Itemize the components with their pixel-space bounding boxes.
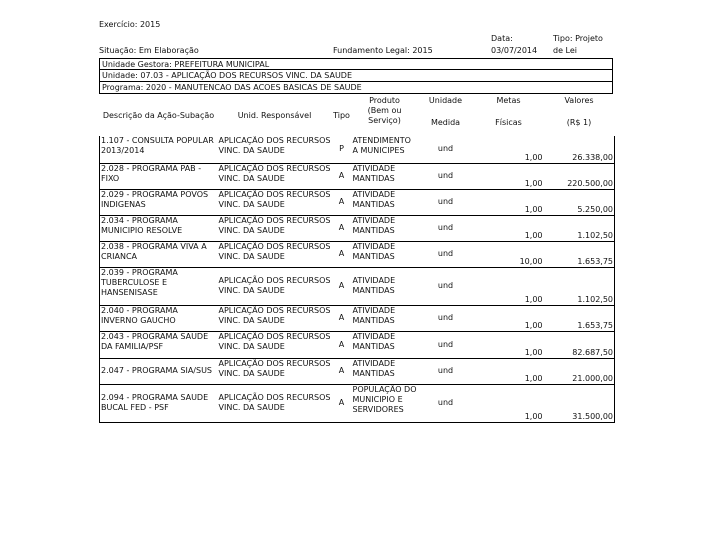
table-row bbox=[100, 241, 615, 267]
cell-metas: 1,00 bbox=[474, 267, 544, 305]
cell-metas: 1,00 bbox=[474, 305, 544, 331]
cell-unid-responsavel: APLICAÇÃO DOS RECURSOS VINC. DA SAUDE bbox=[218, 241, 332, 267]
cell-tipo: A bbox=[332, 215, 352, 241]
cell-descricao: 2.034 - PROGRAMA MUNICIPIO RESOLVE bbox=[100, 215, 218, 241]
cell-valor: 5.250,00 bbox=[544, 189, 615, 215]
cell-metas: 1,00 bbox=[474, 384, 544, 422]
cell-valor: 82.687,50 bbox=[544, 331, 615, 358]
cell-unid-responsavel: APLICAÇÃO DOS RECURSOS VINC. DA SAUDE bbox=[218, 136, 332, 163]
cell-produto: ATIVIDADE MANTIDAS bbox=[352, 305, 418, 331]
header-produto-2: (Bem ou bbox=[367, 106, 402, 115]
cell-descricao: 2.040 - PROGRAMA INVERNO GAUCHO bbox=[100, 305, 218, 331]
cell-unidade: und bbox=[418, 305, 474, 331]
header-unidade-1: Unidade bbox=[428, 96, 463, 105]
cell-descricao: 2.039 - PROGRAMA TUBERCULOSE E HANSENISASE bbox=[100, 267, 218, 305]
cell-descricao: 2.043 - PROGRAMA SAUDE DA FAMILIA/PSF bbox=[100, 331, 218, 358]
cell-unidade: und bbox=[418, 267, 474, 305]
tipo-value: de Lei bbox=[553, 46, 578, 55]
cell-unid-responsavel: APLICAÇÃO DOS RECURSOS VINC. DA SAUDE bbox=[218, 358, 332, 384]
cell-valor: 1.102,50 bbox=[544, 215, 615, 241]
cell-unid-responsavel: APLICAÇÃO DOS RECURSOS VINC. DA SAUDE bbox=[218, 189, 332, 215]
cell-produto: ATENDIMENTO A MUNICIPES bbox=[352, 136, 418, 163]
unidade-gestora: Unidade Gestora: PREFEITURA MUNICIPAL bbox=[99, 58, 613, 70]
table-row bbox=[100, 305, 615, 331]
cell-produto: ATIVIDADE MANTIDAS bbox=[352, 189, 418, 215]
cell-metas: 1,00 bbox=[474, 358, 544, 384]
cell-valor: 1.653,75 bbox=[544, 241, 615, 267]
cell-descricao: 2.028 - PROGRAMA PAB - FIXO bbox=[100, 163, 218, 189]
cell-produto: ATIVIDADE MANTIDAS bbox=[352, 358, 418, 384]
table-row bbox=[100, 331, 615, 358]
cell-metas: 10,00 bbox=[474, 241, 544, 267]
cell-unid-responsavel: APLICAÇÃO DOS RECURSOS VINC. DA SAUDE bbox=[218, 163, 332, 189]
cell-unid-responsavel: APLICAÇÃO DOS RECURSOS VINC. DA SAUDE bbox=[218, 384, 332, 422]
data-value: 03/07/2014 bbox=[491, 46, 538, 55]
cell-valor: 26.338,00 bbox=[544, 136, 615, 163]
cell-unidade: und bbox=[418, 241, 474, 267]
cell-valor: 21.000,00 bbox=[544, 358, 615, 384]
cell-valor: 1.653,75 bbox=[544, 305, 615, 331]
cell-tipo: A bbox=[332, 267, 352, 305]
cell-metas: 1,00 bbox=[474, 136, 544, 163]
header-unidade bbox=[418, 96, 474, 136]
cell-unidade: und bbox=[418, 358, 474, 384]
header-metas bbox=[474, 96, 544, 136]
cell-tipo: A bbox=[332, 331, 352, 358]
table-row bbox=[100, 267, 615, 305]
header-produto-3: Serviço) bbox=[368, 116, 401, 125]
cell-descricao: 2.038 - PROGRAMA VIVA A CRIANCA bbox=[100, 241, 218, 267]
cell-produto: ATIVIDADE MANTIDAS bbox=[352, 267, 418, 305]
cell-tipo: A bbox=[332, 241, 352, 267]
header-valores-2: (R$ 1) bbox=[566, 118, 592, 127]
cell-metas: 1,00 bbox=[474, 331, 544, 358]
cell-valor: 220.500,00 bbox=[544, 163, 615, 189]
cell-produto: ATIVIDADE MANTIDAS bbox=[352, 241, 418, 267]
cell-produto: POPULAÇÃO DO MUNICIPIO E SERVIDORES bbox=[352, 384, 418, 422]
cell-metas: 1,00 bbox=[474, 215, 544, 241]
data-label: Data: bbox=[491, 34, 513, 43]
header-tipo: Tipo bbox=[333, 111, 350, 120]
header-metas-2: Físicas bbox=[495, 118, 522, 127]
table-row bbox=[100, 189, 615, 215]
situacao: Situação: Em Elaboração bbox=[99, 46, 199, 55]
header-descricao: Descrição da Ação-Subação bbox=[102, 111, 215, 120]
cell-tipo: A bbox=[332, 305, 352, 331]
programa: Programa: 2020 - MANUTENCAO DAS ACOES BASICAS DE SAUDE bbox=[99, 82, 613, 94]
cell-metas: 1,00 bbox=[474, 163, 544, 189]
header-produto bbox=[352, 96, 418, 136]
cell-tipo: A bbox=[332, 358, 352, 384]
cell-unidade: und bbox=[418, 331, 474, 358]
cell-unid-responsavel: APLICAÇÃO DOS RECURSOS VINC. DA SAUDE bbox=[218, 215, 332, 241]
table-row bbox=[100, 163, 615, 189]
cell-metas: 1,00 bbox=[474, 189, 544, 215]
header-metas-1: Metas bbox=[496, 96, 521, 105]
acoes-table bbox=[99, 96, 615, 423]
cell-unid-responsavel: APLICAÇÃO DOS RECURSOS VINC. DA SAUDE bbox=[218, 305, 332, 331]
cell-unidade: und bbox=[418, 384, 474, 422]
cell-produto: ATIVIDADE MANTIDAS bbox=[352, 163, 418, 189]
cell-descricao: 1.107 - CONSULTA POPULAR 2013/2014 bbox=[100, 136, 218, 163]
tipo-label: Tipo: Projeto bbox=[553, 34, 603, 43]
unidade: Unidade: 07.03 - APLICAÇÃO DOS RECURSOS VINC. DA SAUDE bbox=[99, 70, 613, 82]
cell-descricao: 2.029 - PROGRAMA POVOS INDIGENAS bbox=[100, 189, 218, 215]
header-valores bbox=[544, 96, 615, 136]
cell-unid-responsavel: APLICAÇÃO DOS RECURSOS VINC. DA SAUDE bbox=[218, 267, 332, 305]
exercicio: Exercício: 2015 bbox=[99, 20, 161, 29]
header-unid-responsavel: Unid. Responsável bbox=[237, 111, 312, 120]
cell-descricao: 2.047 - PROGRAMA SIA/SUS bbox=[100, 358, 218, 384]
cell-unidade: und bbox=[418, 136, 474, 163]
header-unidade-2: Medida bbox=[430, 118, 461, 127]
cell-descricao: 2.094 - PROGRAMA SAUDE BUCAL FED - PSF bbox=[100, 384, 218, 422]
cell-valor: 1.102,50 bbox=[544, 267, 615, 305]
cell-tipo: P bbox=[332, 136, 352, 163]
cell-unidade: und bbox=[418, 215, 474, 241]
cell-unidade: und bbox=[418, 189, 474, 215]
table-row bbox=[100, 358, 615, 384]
header-valores-1: Valores bbox=[564, 96, 594, 105]
fundamento-legal: Fundamento Legal: 2015 bbox=[333, 46, 433, 55]
table-row bbox=[100, 215, 615, 241]
cell-unidade: und bbox=[418, 163, 474, 189]
header-produto-1: Produto bbox=[369, 96, 400, 105]
cell-tipo: A bbox=[332, 384, 352, 422]
cell-valor: 31.500,00 bbox=[544, 384, 615, 422]
cell-produto: ATIVIDADE MANTIDAS bbox=[352, 331, 418, 358]
cell-tipo: A bbox=[332, 163, 352, 189]
cell-produto: ATIVIDADE MANTIDAS bbox=[352, 215, 418, 241]
cell-unid-responsavel: APLICAÇÃO DOS RECURSOS VINC. DA SAUDE bbox=[218, 331, 332, 358]
cell-tipo: A bbox=[332, 189, 352, 215]
table-row bbox=[100, 136, 615, 163]
table-row bbox=[100, 384, 615, 422]
